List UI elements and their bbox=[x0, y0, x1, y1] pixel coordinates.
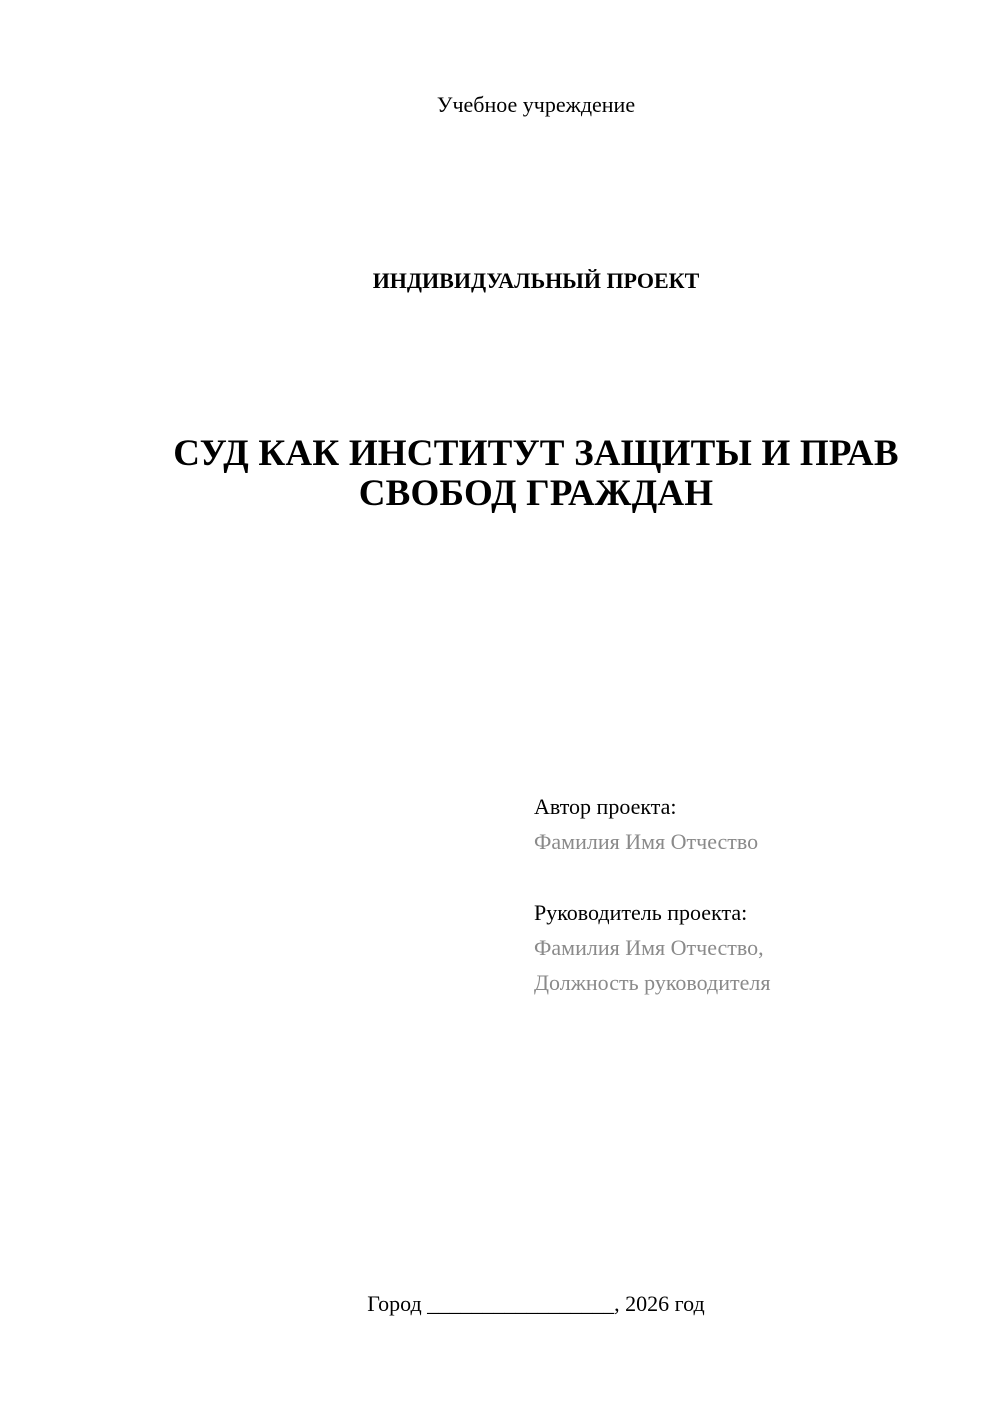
project-title-line-2: СВОБОД ГРАЖДАН bbox=[358, 473, 714, 514]
project-title-line-1: СУД КАК ИНСТИТУТ ЗАЩИТЫ И ПРАВ bbox=[173, 433, 899, 474]
project-title bbox=[0, 434, 1000, 514]
author-label: Автор проекта: bbox=[534, 794, 677, 819]
author-name: Фамилия Имя Отчество bbox=[534, 829, 759, 854]
supervisor-position: Должность руководителя bbox=[534, 970, 771, 995]
supervisor-name: Фамилия Имя Отчество, bbox=[534, 935, 764, 960]
city-year-line: Город _________________, 2026 год bbox=[367, 1291, 705, 1316]
institution-name: Учебное учреждение bbox=[436, 92, 636, 117]
supervisor-label: Руководитель проекта: bbox=[534, 900, 748, 925]
credits-block bbox=[534, 789, 954, 1000]
credits-spacer bbox=[534, 859, 954, 895]
document-type: ИНДИВИДУАЛЬНЫЙ ПРОЕКТ bbox=[372, 268, 700, 293]
